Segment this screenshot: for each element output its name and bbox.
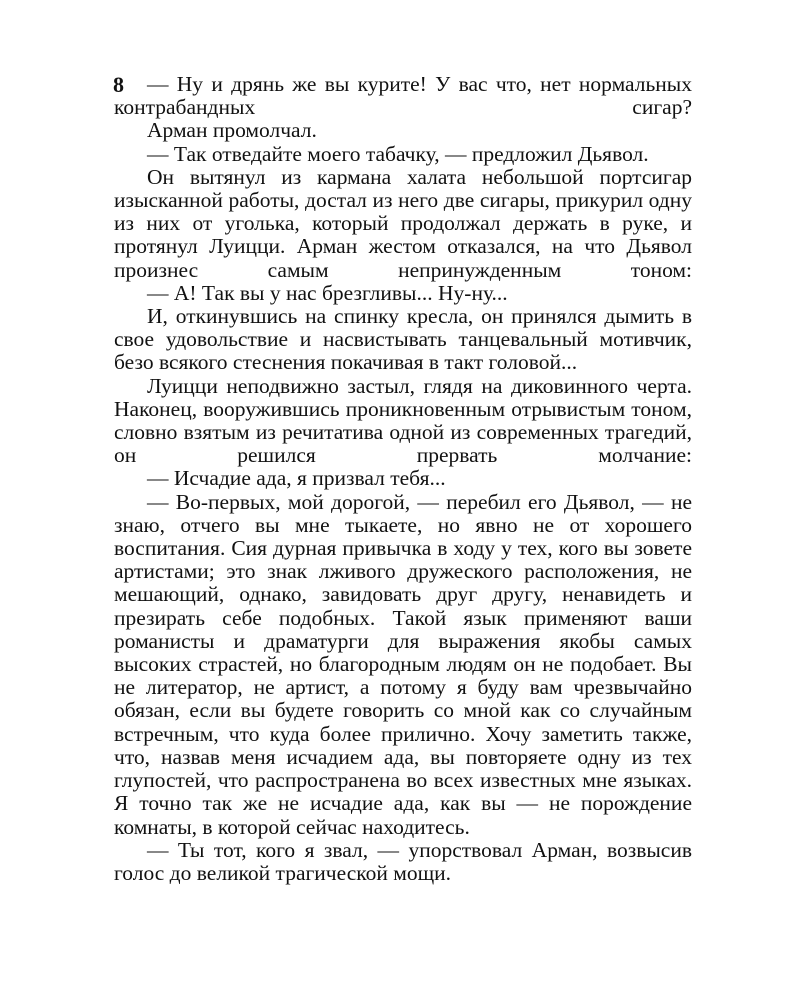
paragraph: И, откинувшись на спинку кресла, он принялся дымить в свое удовольствие и насвистывать танцевальный мотивчик, безо всякого стеснения покачивая в такт головой... xyxy=(114,304,692,375)
paragraph: Луицци неподвижно застыл, глядя на диковинного черта. Наконец, вооружившись проникновенным отрывистым тоном, словно взятым из речитатива одной из современных трагедий, он решился прервать молчание: xyxy=(114,373,692,468)
paragraph: Он вытянул из кармана халата небольшой портсигар изысканной работы, достал из него две сигары, прикурил одну из них от уголька, который продолжал держать в руке, и протянул Луицци. Арман жестом отказался, на что Дьявол произнес самым непринужденным тоном: xyxy=(114,164,692,282)
paragraph: Арман промолчал. xyxy=(147,118,317,143)
paragraph: — Так отведайте моего табачку, — предложил Дьявол. xyxy=(147,141,649,166)
paragraph: — А! Так вы у нас брезгливы... Ну-ну... xyxy=(147,280,508,305)
paragraph: — Во-первых, мой дорогой, — перебил его Дьявол, — не знаю, отчего вы мне тыкаете, но явно не от хорошего воспитания. Сия дурная привычка в ходу у тех, кого вы зовете артистами; это знак лживого дружеского расположения, не мешающий, однако, завидовать друг другу, ненавидеть и презирать себе подобных. Такой язык применяют ваши романисты и драматурги для выражения якобы самых высоких страстей, но благородным людям он не подобает. Вы не литератор, не артист, а потому я буду вам чрезвычайно обязан, если вы будете говорить со мной как со случайным встречным, что куда более прилично. Хочу заметить также, что, назвав меня исчадием ада, вы повторяете одну из тех глупостей, что распространена во всех известных мне языках. Я точно так же не исчадие ада, как вы — не порождение комнаты, в которой сейчас находитесь. xyxy=(114,489,692,839)
paragraph: — Ты тот, кого я звал, — упорствовал Арман, возвысив голос до великой трагической мощи. xyxy=(114,837,692,885)
paragraph: — Ну и дрянь же вы курите! У вас что, нет нормальных контрабандных сигар? xyxy=(114,72,692,120)
page-text xyxy=(114,73,692,885)
page-number: 8 xyxy=(113,72,124,97)
paragraph: — Исчадие ада, я призвал тебя... xyxy=(147,466,446,491)
